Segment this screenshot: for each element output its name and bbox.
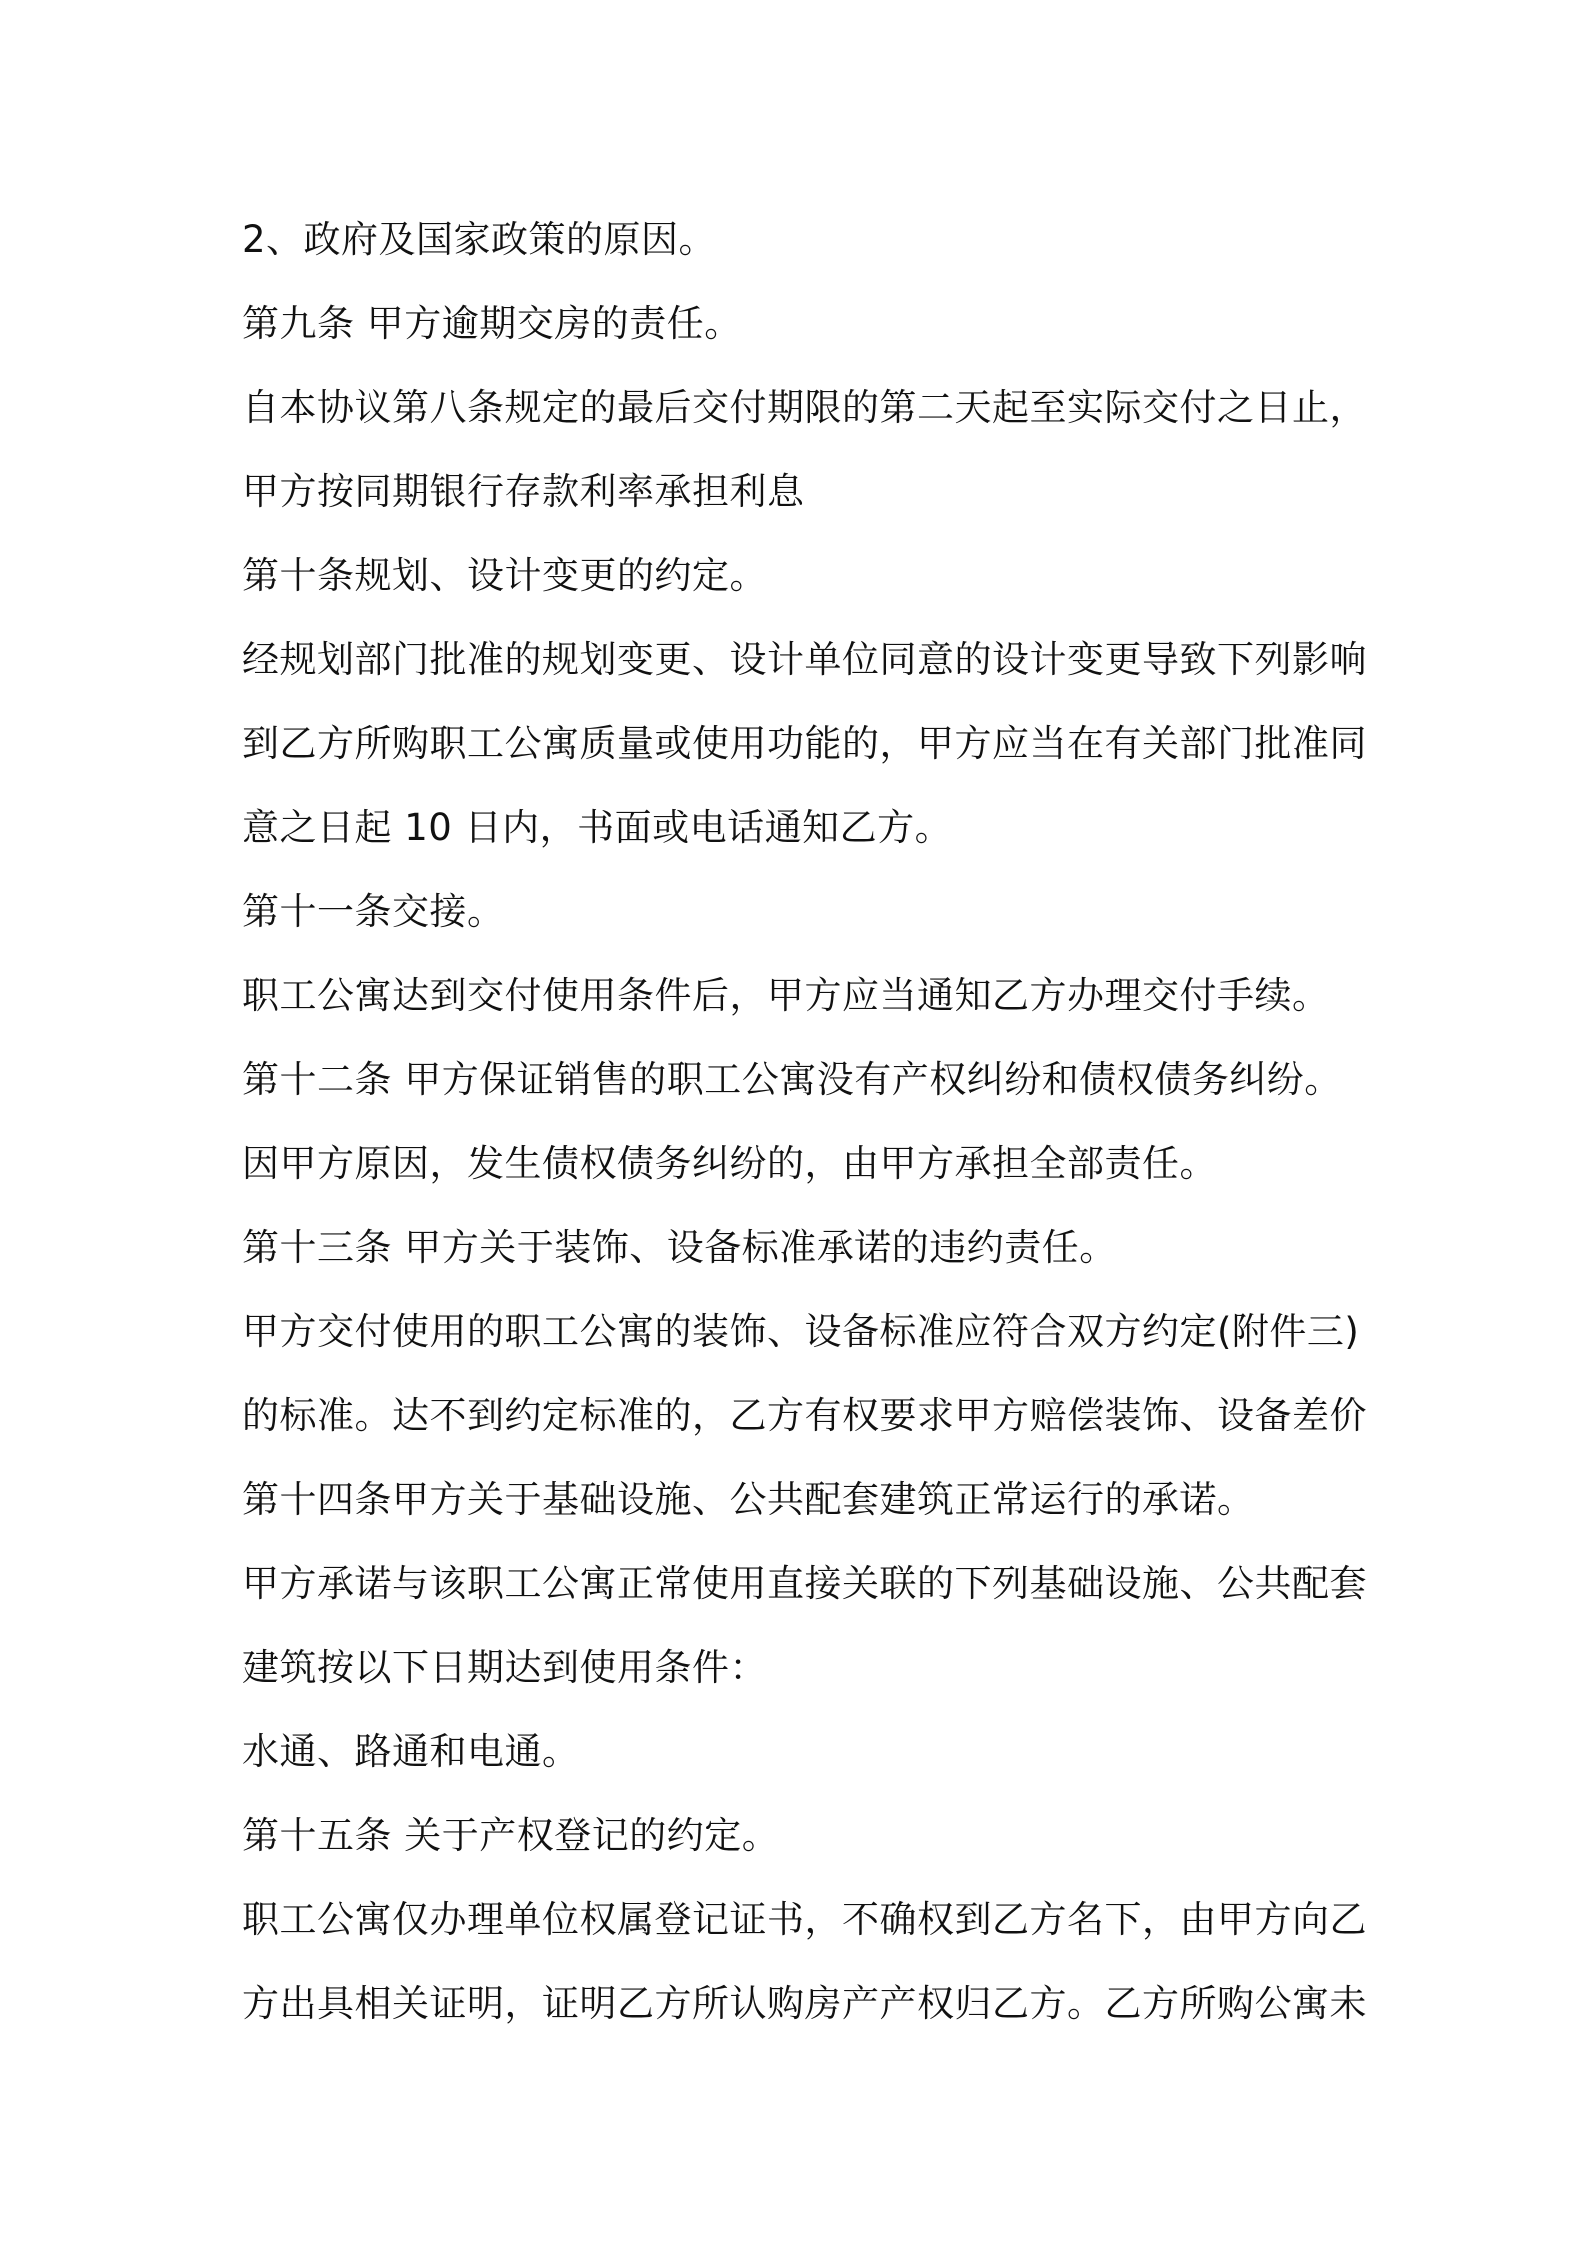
article-heading: 第九条 甲方逾期交房的责任。 (242, 302, 742, 345)
article-heading: 第十二条 甲方保证销售的职工公寓没有产权纠纷和债权债务纠纷。 (242, 1058, 1342, 1101)
text-line: 水通、路通和电通。 (242, 1730, 580, 1773)
text-line: 甲方交付使用的职工公寓的装饰、设备标准应符合双方约定(附件三) (242, 1310, 1360, 1353)
text-line: 意之日起 10 日内，书面或电话通知乙方。 (242, 806, 953, 849)
article-heading: 第十四条甲方关于基础设施、公共配套建筑正常运行的承诺。 (242, 1478, 1255, 1521)
text-line: 职工公寓仅办理单位权属登记证书，不确权到乙方名下，由甲方向乙 (242, 1898, 1367, 1941)
text-line: 甲方按同期银行存款利率承担利息 (242, 470, 805, 513)
article-heading: 第十条规划、设计变更的约定。 (242, 554, 767, 597)
text-line: 因甲方原因，发生债权债务纠纷的，由甲方承担全部责任。 (242, 1142, 1217, 1185)
text-line: 自本协议第八条规定的最后交付期限的第二天起至实际交付之日止， (242, 386, 1367, 429)
text-line: 建筑按以下日期达到使用条件： (242, 1646, 767, 1689)
article-heading: 第十五条 关于产权登记的约定。 (242, 1814, 780, 1857)
text-line: 经规划部门批准的规划变更、设计单位同意的设计变更导致下列影响 (242, 638, 1367, 681)
article-heading: 第十三条 甲方关于装饰、设备标准承诺的违约责任。 (242, 1226, 1117, 1269)
text-line: 甲方承诺与该职工公寓正常使用直接关联的下列基础设施、公共配套 (242, 1562, 1367, 1605)
text-line: 方出具相关证明，证明乙方所认购房产产权归乙方。乙方所购公寓未 (242, 1982, 1367, 2025)
article-heading: 第十一条交接。 (242, 890, 505, 933)
text-line: 2、政府及国家政策的原因。 (242, 218, 717, 261)
text-line: 职工公寓达到交付使用条件后，甲方应当通知乙方办理交付手续。 (242, 974, 1330, 1017)
document-body (242, 198, 1367, 2046)
text-line: 的标准。达不到约定标准的，乙方有权要求甲方赔偿装饰、设备差价 (242, 1394, 1367, 1437)
text-line: 到乙方所购职工公寓质量或使用功能的，甲方应当在有关部门批准同 (242, 722, 1367, 765)
